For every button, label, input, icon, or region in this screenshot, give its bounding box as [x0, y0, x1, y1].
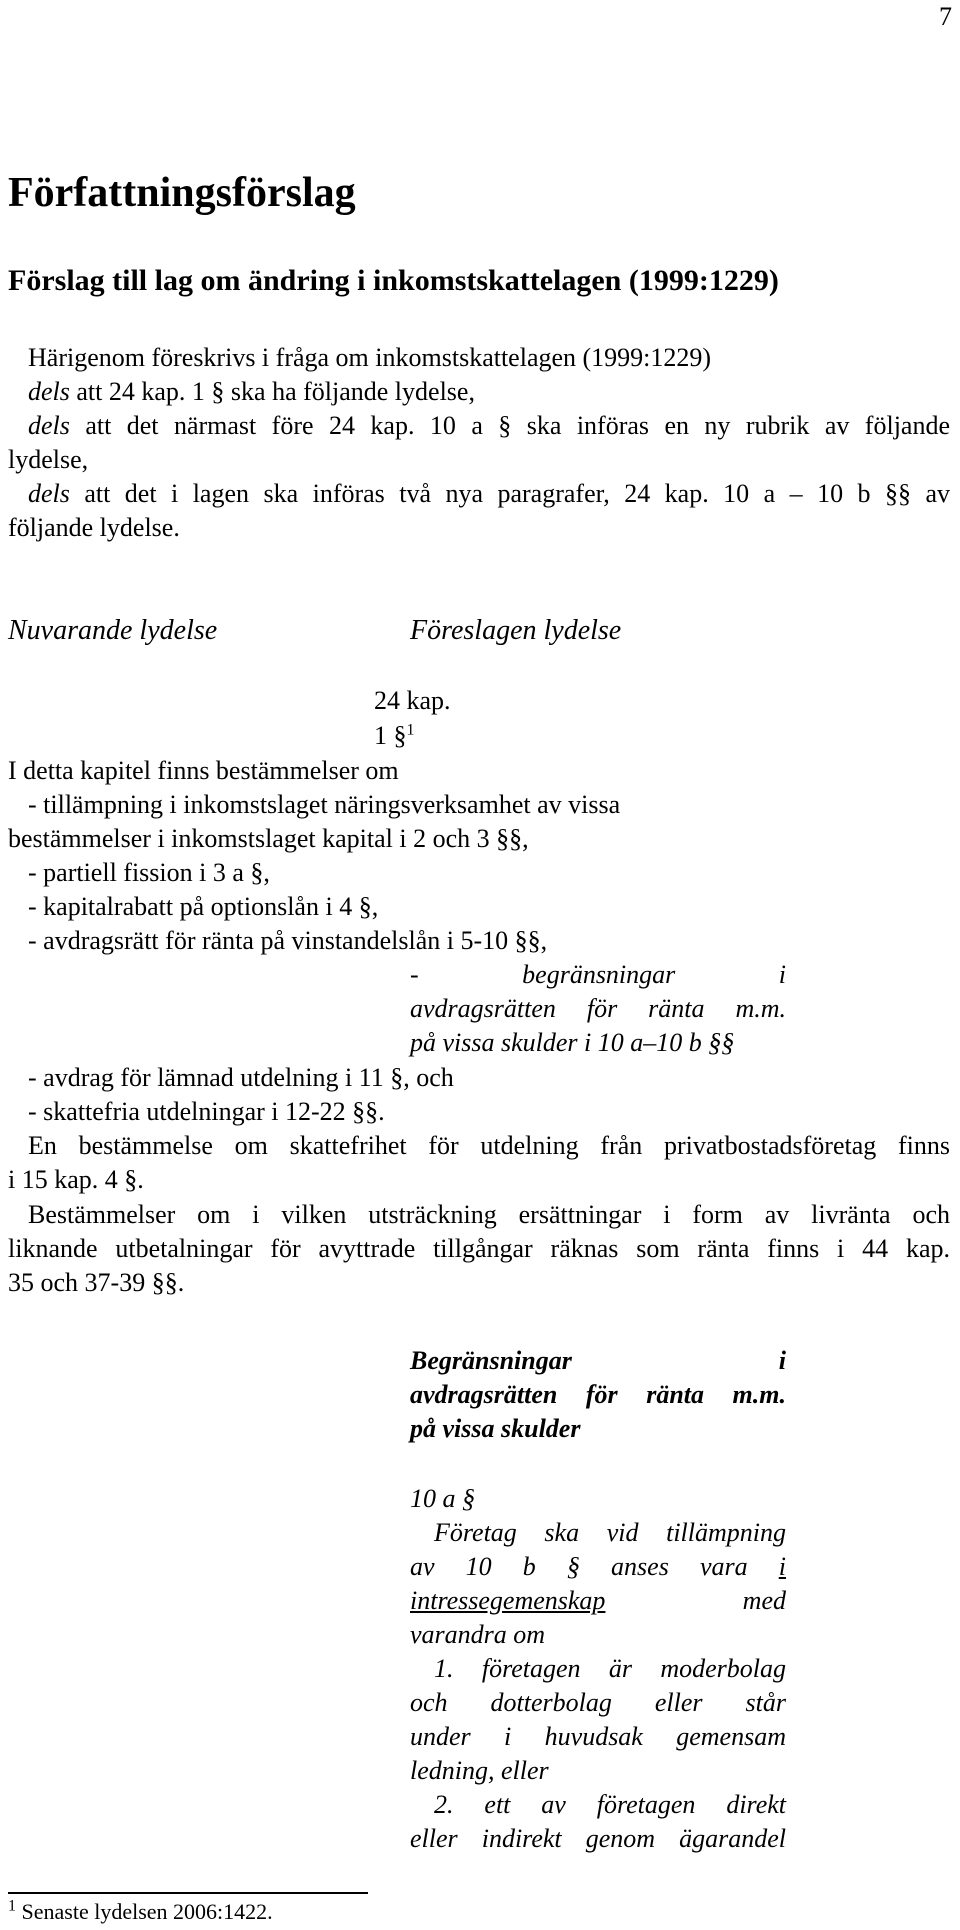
preamble-line: lydelse, [8, 445, 89, 474]
preamble-line [28, 375, 475, 409]
list-item: - kapitalrabatt på optionslån i 4 §, [28, 892, 379, 921]
preamble-line: följande lydelse. [8, 513, 180, 542]
law-proposal-heading: Förslag till lag om ändring i inkomstskattelagen (1999:1229) [8, 264, 779, 297]
inserted-item: avdragsrätten för ränta m.m. [410, 994, 786, 1023]
section-text-line: 2. ett av företagen direkt [434, 1790, 786, 1819]
body-line: 35 och 37-39 §§. [8, 1268, 185, 1297]
body-line: I detta kapitel finns bestämmelser om [8, 756, 399, 785]
footnote-reference: 1 [406, 721, 415, 739]
inserted-item: - begränsningar i [410, 960, 786, 989]
preamble-line [28, 409, 950, 443]
footnote-divider [8, 1892, 368, 1894]
body-line: liknande utbetalningar för avyttrade tillgångar räknas som ränta finns i 44 kap. [8, 1234, 950, 1263]
section-text-line: varandra om [410, 1620, 546, 1649]
dels-emphasis: dels [28, 411, 70, 440]
section-number: 1 § [374, 721, 407, 750]
dels-emphasis: dels [28, 377, 70, 406]
body-line: Bestämmelser om i vilken utsträckning ersättningar i form av livränta och [28, 1200, 950, 1229]
text-fragment: med [605, 1586, 786, 1615]
preamble-text: att det i lagen ska införas två nya paragrafer, 24 kap. 10 a – 10 b §§ av [69, 479, 950, 508]
section-text-line: 1. företagen är moderbolag [434, 1654, 786, 1683]
section-text-line: ledning, eller [410, 1756, 549, 1785]
section-text-line: under i huvudsak gemensam [410, 1722, 786, 1751]
preamble-line [28, 477, 950, 511]
rubric-line: på vissa skulder [410, 1414, 581, 1443]
section-text-line [410, 1584, 786, 1618]
dels-emphasis: dels [28, 479, 70, 508]
section-label: 10 a § [410, 1484, 475, 1513]
footnote [8, 1898, 273, 1926]
footnote-marker: 1 [8, 1897, 16, 1915]
chapter-label: 24 kap. [374, 686, 451, 715]
page-title: Författningsförslag [8, 170, 356, 216]
section-text-line: Företag ska vid tillämpning [434, 1518, 786, 1547]
body-line: i 15 kap. 4 §. [8, 1165, 144, 1194]
list-item: - tillämpning i inkomstslaget näringsverksamhet av vissa [28, 790, 621, 819]
list-item: - avdrag för lämnad utdelning i 11 §, och [28, 1063, 454, 1092]
body-line: bestämmelser i inkomstslaget kapital i 2 och 3 §§, [8, 824, 529, 853]
text-fragment: av 10 b § anses vara [410, 1552, 779, 1581]
column-heading-current: Nuvarande lydelse [8, 615, 218, 646]
rubric-line: Begränsningar i [410, 1346, 786, 1375]
footnote-text: Senaste lydelsen 2006:1422. [16, 1899, 273, 1924]
preamble-text: att det närmast före 24 kap. 10 a § ska införas en ny rubrik av följande [69, 411, 950, 440]
list-item: - skattefria utdelningar i 12-22 §§. [28, 1097, 385, 1126]
preamble-line: Härigenom föreskrivs i fråga om inkomstskattelagen (1999:1229) [28, 343, 712, 372]
list-item: - partiell fission i 3 a §, [28, 858, 270, 887]
preamble-text: att 24 kap. 1 § ska ha följande lydelse, [69, 377, 475, 406]
column-heading-proposed: Föreslagen lydelse [410, 615, 622, 646]
section-label [374, 719, 415, 753]
section-text-line [410, 1550, 786, 1584]
section-text-line: eller indirekt genom ägarandel [410, 1824, 786, 1853]
underlined-text: i [778, 1552, 786, 1581]
underlined-text: intressegemenskap [410, 1586, 606, 1615]
list-item: - avdragsrätt för ränta på vinstandelslån i 5-10 §§, [28, 926, 548, 955]
inserted-item: på vissa skulder i 10 a–10 b §§ [410, 1028, 735, 1057]
page-number: 7 [939, 2, 952, 31]
rubric-line: avdragsrätten för ränta m.m. [410, 1380, 786, 1409]
body-line: En bestämmelse om skattefrihet för utdelning från privatbostadsföretag finns [28, 1131, 950, 1160]
section-text-line: och dotterbolag eller står [410, 1688, 786, 1717]
